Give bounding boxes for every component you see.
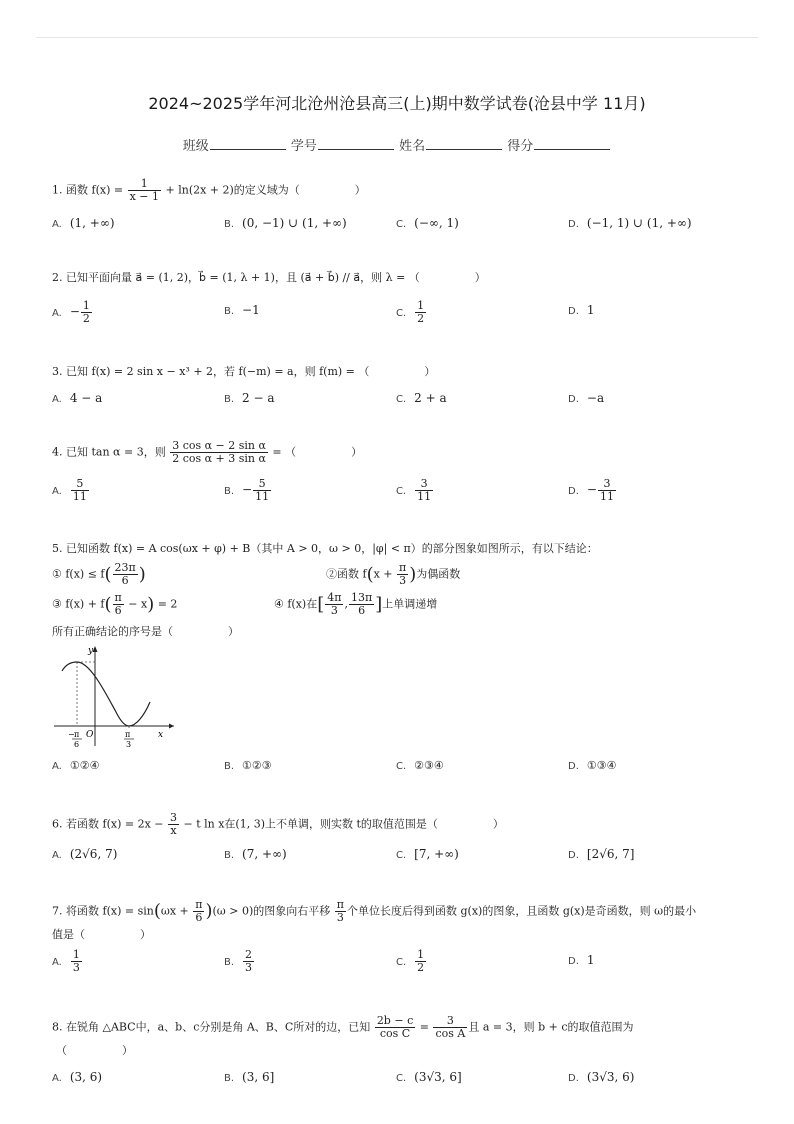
option-d[interactable]: D. ①③④ (568, 759, 617, 772)
question-1 (52, 178, 742, 203)
option-b[interactable]: B. (0, −1) ∪ (1, +∞) (224, 216, 347, 230)
option-a[interactable]: A. 4 − a (52, 391, 103, 405)
conclusion-4: ④ f(x)在[ $\frac{4\pi}{3}$ , $\frac{13\pi}{6}$ ]上单调递增 (274, 591, 438, 617)
question-text: 若函数 f(x) = 2x − (66, 817, 167, 831)
option-c[interactable]: C. (3√3, 6] (396, 1070, 462, 1084)
option-c[interactable]: C. (−∞, 1) (396, 216, 459, 230)
right-tick-den: 3 (126, 740, 132, 749)
option-a[interactable]: A. ①②④ (52, 759, 100, 772)
option-a[interactable]: A. (1, +∞) (52, 216, 115, 230)
question-number: 2. (52, 271, 63, 284)
conclusion-1: ① f(x) ≤ f( $\frac{23\pi}{6}$ ) (52, 561, 146, 587)
cosine-curve (62, 662, 150, 726)
score-blank (534, 137, 610, 150)
fraction: $\frac{1}{x - 1}$ (129, 177, 159, 203)
option-d[interactable]: D. −a (568, 391, 605, 405)
question-number: 3. (52, 365, 63, 378)
class-label: 班级 (182, 139, 209, 154)
fraction: $\frac{\text{3 cos α − 2 sin α}}{\text{2 cos α + 3 sin α}}$ (172, 439, 266, 465)
question-2 (52, 270, 742, 286)
question-number: 1. (52, 183, 63, 197)
question-text: = （ ） (268, 445, 363, 459)
option-d[interactable]: D. (−1, 1) ∪ (1, +∞) (568, 216, 692, 230)
id-blank (318, 137, 394, 150)
option-c[interactable]: C. ②③④ (396, 759, 444, 772)
option-b[interactable]: B. (3, 6] (224, 1070, 275, 1084)
name-blank (426, 137, 502, 150)
question-7-continued: 值是（ ） (52, 928, 151, 941)
option-a[interactable]: A. (3, 6) (52, 1070, 103, 1084)
question-text: 函数 f(x) = (66, 183, 127, 197)
question-text: 已知 f(x) = 2 sin x − x³ + 2，若 f(−m) = a，则 f(m) = （ ） (66, 365, 436, 378)
question-8-continued: （ ） (56, 1044, 133, 1057)
name-label: 姓名 (399, 139, 426, 154)
option-c[interactable]: C. [7, +∞) (396, 847, 459, 861)
option-d[interactable]: D. − $\frac{3}{11}$ (568, 477, 614, 503)
option-a[interactable]: A. $\frac{1}{3}$ (52, 948, 80, 974)
conclusion-2: ②函数 f(x + $\frac{\pi}{3}$ )为偶函数 (326, 561, 461, 587)
option-d[interactable]: D. [2√6, 7] (568, 847, 635, 861)
question-number: 4. (52, 445, 63, 459)
question-5 (52, 541, 742, 557)
left-tick-num: π (74, 730, 80, 739)
question-6 (52, 812, 742, 837)
question-text: 在锐角 △ABC中，a、b、c分别是角 A、B、C所对的边，已知 (66, 1020, 374, 1034)
option-b[interactable]: B. −1 (224, 303, 260, 317)
question-text: 已知平面向量 a⃗ = (1, 2)，b⃗ = (1, λ + 1)，且 (a⃗ + b⃗) // a⃗，则 λ = （ ） (66, 271, 486, 284)
option-a[interactable]: A. (2√6, 7) (52, 847, 118, 861)
option-b[interactable]: B. − $\frac{5}{11}$ (224, 477, 270, 503)
question-3 (52, 364, 742, 380)
option-a[interactable]: A. $\frac{5}{11}$ (52, 477, 87, 503)
option-b[interactable]: B. ①②③ (224, 759, 272, 772)
option-d[interactable]: D. (3√3, 6) (568, 1070, 635, 1084)
question-text: 已知 tan α = 3，则 (66, 445, 170, 459)
student-info-line (0, 135, 794, 154)
option-b[interactable]: B. (7, +∞) (224, 847, 287, 861)
page-title: 2024~2025学年河北沧州沧县高三(上)期中数学试卷(沧县中学 11月) (148, 94, 646, 113)
option-c[interactable]: C. $\frac{3}{11}$ (396, 477, 432, 503)
question-text: 将函数 f(x) = sin (66, 904, 154, 918)
left-tick-den: 6 (74, 740, 80, 749)
left-tick-sign: − (68, 730, 75, 739)
fraction: $\frac{3}{x}$ (169, 811, 177, 837)
id-label: 学号 (290, 139, 317, 154)
question-number: 5. (52, 542, 63, 555)
question-text: − t ln x在(1, 3)上不单调，则实数 t的取值范围是（ ） (179, 817, 504, 831)
option-c[interactable]: C. 2 + a (396, 391, 447, 405)
y-label: y (88, 646, 94, 656)
option-c[interactable]: C. $\frac{1}{2}$ (396, 299, 425, 325)
x-axis-arrow (169, 724, 174, 729)
origin-label: O (86, 730, 94, 740)
question-number: 7. (52, 904, 63, 918)
class-blank (210, 137, 286, 150)
question-text: + ln(2x + 2)的定义域为（ ） (162, 183, 366, 197)
function-graph (50, 642, 180, 752)
option-b[interactable]: B. $\frac{2}{3}$ (224, 948, 253, 974)
question-4 (52, 440, 742, 465)
option-d[interactable]: D. 1 (568, 953, 595, 967)
question-number: 6. (52, 817, 63, 831)
question-prompt: 所有正确结论的序号是（ ） (52, 625, 239, 638)
header-rule (36, 37, 758, 38)
score-label: 得分 (507, 139, 534, 154)
option-b[interactable]: B. 2 − a (224, 391, 275, 405)
option-d[interactable]: D. 1 (568, 303, 595, 317)
option-c[interactable]: C. $\frac{1}{2}$ (396, 948, 425, 974)
question-7: 7. 将函数 f(x) = sin(ωx + $\frac{\pi}{6}$ )(ω > 0)的图象向右平移 $\frac{\pi}{3}$ 个单位长度后得到函数 g(x)的图象，且函数 g(x)是奇函数，则 ω的最小 (52, 898, 697, 924)
question-text: 已知函数 f(x) = A cos(ωx + φ) + B（其中 A > 0，ω > 0，|φ| < π）的部分图象如图所示，有以下结论： (66, 542, 598, 555)
x-label: x (158, 730, 164, 740)
question-8: 8. 在锐角 △ABC中，a、b、c分别是角 A、B、C所对的边，已知 $\frac{2b - c}{\text{cos C}}$ = $\frac{3}{\text{cos A}}$ 且 a = 3，则 b + c的取值范围为 (52, 1014, 634, 1040)
option-a[interactable]: A. − $\frac{1}{2}$ (52, 299, 90, 325)
conclusion-3: ③ f(x) + f( $\frac{\pi}{6}$ − x) = 2 (52, 591, 178, 617)
y-axis-arrow (93, 646, 98, 652)
question-number: 8. (52, 1020, 63, 1034)
right-tick-num: π (125, 730, 131, 739)
